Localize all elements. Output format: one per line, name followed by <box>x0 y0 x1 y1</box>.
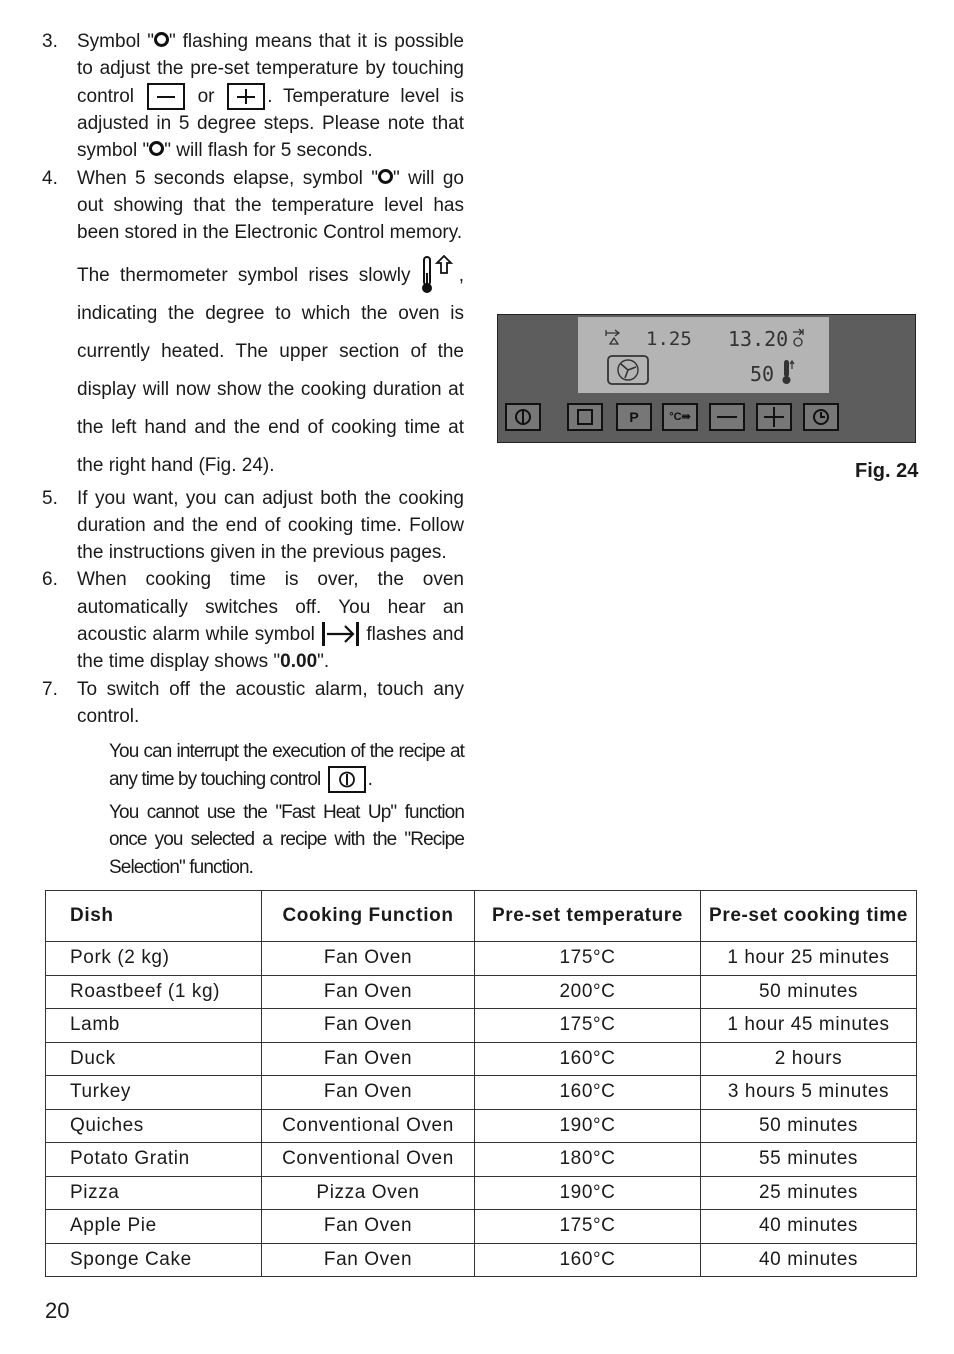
temperature-ring-icon <box>378 169 393 184</box>
figure-caption: Fig. 24 <box>855 460 919 482</box>
header-dish: Dish <box>46 891 262 942</box>
table-row: Pork (2 kg) Fan Oven 175°C 1 hour 25 minutes <box>46 942 917 976</box>
thermometer-icon <box>781 359 795 385</box>
step-number: 4. <box>42 167 58 189</box>
step-number: 3. <box>42 31 58 52</box>
end-time-icon <box>792 328 806 348</box>
instructions-column <box>42 28 464 881</box>
minus-button[interactable] <box>709 403 745 431</box>
table-row: Potato Gratin Conventional Oven 180°C 55 minutes <box>46 1143 917 1177</box>
power-control-icon <box>328 766 366 793</box>
step-number: 6. <box>42 569 58 591</box>
table-row: Turkey Fan Oven 160°C 3 hours 5 minutes <box>46 1076 917 1110</box>
program-button[interactable]: P <box>616 403 652 431</box>
end-time-readout: 13.20 <box>728 327 789 351</box>
table-row: Lamb Fan Oven 175°C 1 hour 45 minutes <box>46 1009 917 1043</box>
step-number: 7. <box>42 678 58 700</box>
power-button[interactable] <box>505 403 541 431</box>
step-4: 4. When 5 seconds elapse, symbol " " will go out showing that the temperature level has been stored in the Electronic Control memory. The thermometer symbol rises slowly , indicating the degree to which the oven is currently heated. The upper section of the display will now show the cooking duration at the left hand and the end of cooking time at the right hand (Fig. 24). <box>42 165 464 485</box>
header-cooking-function: Cooking Function <box>262 891 475 942</box>
thermometer-rising-icon <box>421 255 459 295</box>
table-row: Apple Pie Fan Oven 175°C 40 minutes <box>46 1210 917 1244</box>
plus-control-icon <box>227 83 265 110</box>
header-temperature: Pre-set temperature <box>475 891 701 942</box>
step-7: 7. To switch off the acoustic alarm, touch any control. <box>42 676 464 731</box>
step-number: 5. <box>42 487 58 509</box>
temperature-ring-icon <box>149 141 164 156</box>
table-row: Duck Fan Oven 160°C 2 hours <box>46 1042 917 1076</box>
table-row: Roastbeef (1 kg) Fan Oven 200°C 50 minutes <box>46 975 917 1009</box>
table-row: Pizza Pizza Oven 190°C 25 minutes <box>46 1176 917 1210</box>
page-number: 20 <box>45 1298 70 1323</box>
note-interrupt: You can interrupt the execution of the recipe at any time by touching control . <box>42 738 464 793</box>
step-3: 3. Symbol " " flashing means that it is possible to adjust the pre-set temperature by touching control or . Temperature level is adjusted in 5 degree steps. Please note that symbol " " will flash for 5 seconds. <box>42 28 464 165</box>
temperature-ring-icon <box>154 32 169 47</box>
clock-button[interactable] <box>803 403 839 431</box>
step-5: 5. If you want, you can adjust both the cooking duration and the end of cooking time. Follow the instructions given in the previous pages. <box>42 485 464 567</box>
duration-icon <box>605 328 623 348</box>
header-cooking-time: Pre-set cooking time <box>701 891 917 942</box>
oven-function-button[interactable] <box>567 403 603 431</box>
oven-control-panel-figure <box>497 314 916 443</box>
table-header-row <box>46 891 917 942</box>
cooking-duration-readout: 1.25 <box>646 328 692 350</box>
fast-heat-button[interactable]: °C⇛ <box>662 403 698 431</box>
step-6: 6. When cooking time is over, the oven automatically switches off. You hear an acoustic alarm while symbol flashes and the time display shows "0.00". <box>42 566 464 675</box>
minus-control-icon <box>147 83 185 110</box>
lcd-display <box>578 317 829 393</box>
fan-oven-icon <box>607 355 649 385</box>
table-row: Quiches Conventional Oven 190°C 50 minutes <box>46 1109 917 1143</box>
plus-button[interactable] <box>756 403 792 431</box>
table-row: Sponge Cake Fan Oven 160°C 40 minutes <box>46 1243 917 1277</box>
temperature-readout: 50 <box>750 362 775 386</box>
recipe-table <box>45 890 917 1277</box>
note-fast-heat: You cannot use the "Fast Heat Up" function once you selected a recipe with the "Recipe Selection" function. <box>109 802 464 878</box>
end-of-cooking-arrow-icon <box>321 621 361 647</box>
